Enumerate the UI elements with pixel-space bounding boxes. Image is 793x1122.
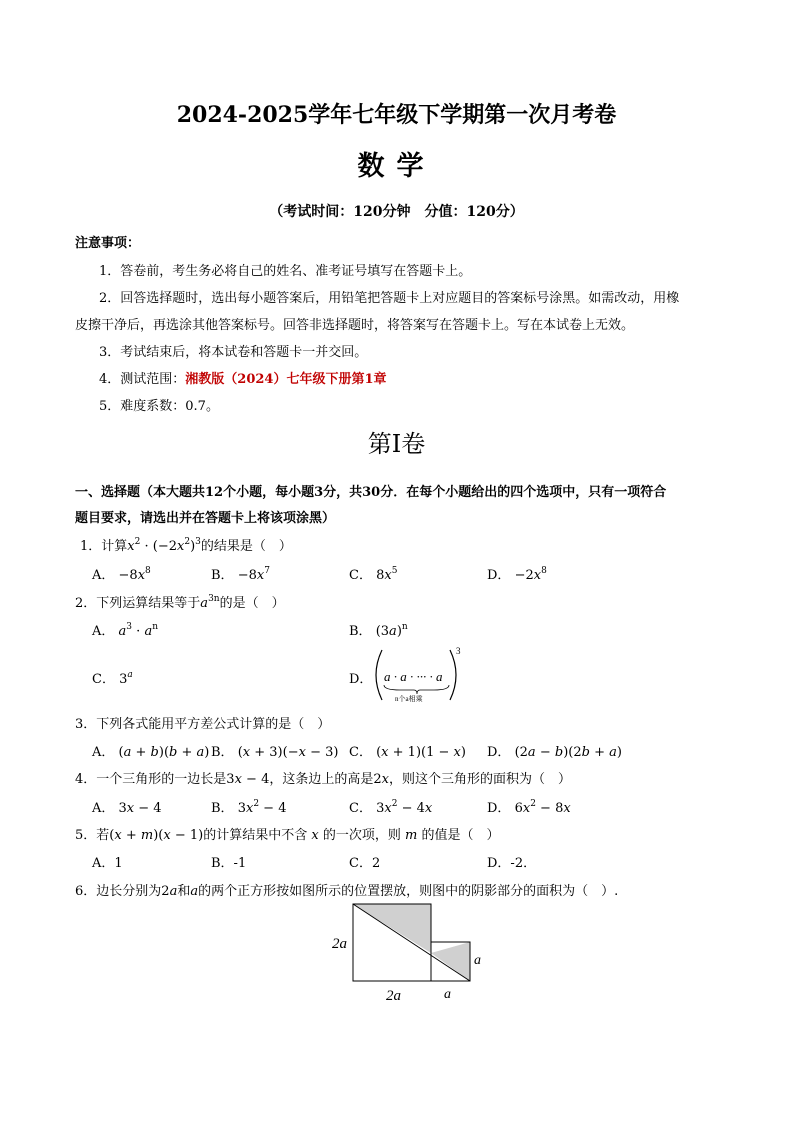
label-right: a [474,953,481,968]
label-bottom-big: 2a [386,988,401,1004]
notice-heading: 注意事项： [75,236,141,251]
exam-title: 2024-2025学年七年级下学期第一次月考卷 [176,102,617,128]
q1-option-b[interactable]: B． $-8x^7$ [211,566,270,583]
q1-option-d[interactable]: D． $-2x^8$ [487,566,547,583]
volume-title: 第I卷 [367,430,426,458]
shaded-region-lower [431,942,470,981]
q2-option-c[interactable]: C． 3$^a$ [92,670,133,687]
notice-item-2-cont: 皮擦干净后，再选涂其他答案标号。回答非选择题时，将答案写在答题卡上。写在本试卷上无效。 [75,318,635,333]
q5-option-a[interactable]: A．1 [92,856,123,871]
q4-option-a[interactable]: A． 3x − 4 [92,801,162,816]
subject-title: 数学 [357,151,436,182]
question-5: 5．若(x + m)(x − 1)的计算结果中不含 x 的一次项，则 m 的值是（ ） [75,828,500,843]
question-2: 2．下列运算结果等于$a^{3n}$的是（ ） [75,594,285,611]
notice-item-1: 1．答卷前，考生务必将自己的姓名、准考证号填写在答题卡上。 [99,264,472,279]
question-1: 1．计算$x^2 \cdot (-2x^2)^3$的结果是（ ） [80,537,292,554]
section-heading-line1: 一、选择题（本大题共12个小题，每小题3分，共30分．在每个小题给出的四个选项中，只有一项符合 [75,485,667,500]
q5-option-b[interactable]: B．-1 [211,856,247,871]
q4-option-d[interactable]: D． $6x^2 - 8x$ [487,799,571,816]
label-left: 2a [332,936,347,952]
product-expr: a · a · ··· · a [384,669,443,684]
question-4: 4．一个三角形的一边长是3x − 4，这条边上的高是2x，则这个三角形的面积为（ ） [75,772,571,787]
q3-option-c[interactable]: C． (x + 1)(1 − x) [349,745,466,760]
scope-value: 湘教版（2024）七年级下册第1章 [185,372,387,387]
exam-info: （考试时间：120分钟 分值：120分） [269,204,524,220]
question-6: 6．边长分别为2a和a的两个正方形按如图所示的位置摆放，则图中的阴影部分的面积为（ ）. [75,884,619,899]
left-paren [376,650,382,700]
question-3: 3．下列各式能用平方差公式计算的是（ ） [75,717,331,732]
q5-option-c[interactable]: C．2 [349,856,381,871]
q4-option-b[interactable]: B． $3x^2 - 4$ [211,799,287,816]
exponent-3: 3 [456,646,461,656]
notice-item-3: 3．考试结束后，将本试卷和答题卡一并交回。 [99,345,368,360]
q1-option-c[interactable]: C． $8x^5$ [349,566,398,583]
q2-option-d-expression[interactable] [370,644,470,706]
q5-option-d[interactable]: D．-2． [487,856,537,871]
q1-option-a[interactable]: A． $-8x^8$ [92,566,151,583]
q2-option-d-label[interactable]: D． [349,672,373,687]
q2-option-b[interactable]: B． $(3a)^n$ [349,622,408,639]
underbrace-note: n个a相乘 [395,695,423,703]
q2-option-a[interactable]: A． $a^3 \cdot a^n$ [92,622,158,639]
right-paren [450,650,456,700]
underbrace [384,685,449,694]
q3-option-a[interactable]: A． (a + b)(b + a) [92,745,210,760]
label-bottom-small: a [444,987,451,1002]
notice-item-5: 5．难度系数：0.7。 [99,399,219,414]
q4-option-c[interactable]: C． $3x^2 - 4x$ [349,799,433,816]
scope-prefix: 4．测试范围： [99,372,186,387]
notice-item-4 [99,368,387,387]
q3-option-b[interactable]: B． (x + 3)(−x − 3) [211,745,339,760]
q3-option-d[interactable]: D． (2a − b)(2b + a) [487,745,622,760]
squares-figure [320,898,500,1008]
notice-item-2: 2．回答选择题时，选出每小题答案后，用铅笔把答题卡上对应题目的答案标号涂黑。如需改动，用橡 [99,291,680,306]
section-heading-line2: 题目要求，请选出并在答题卡上将该项涂黑） [75,511,336,526]
